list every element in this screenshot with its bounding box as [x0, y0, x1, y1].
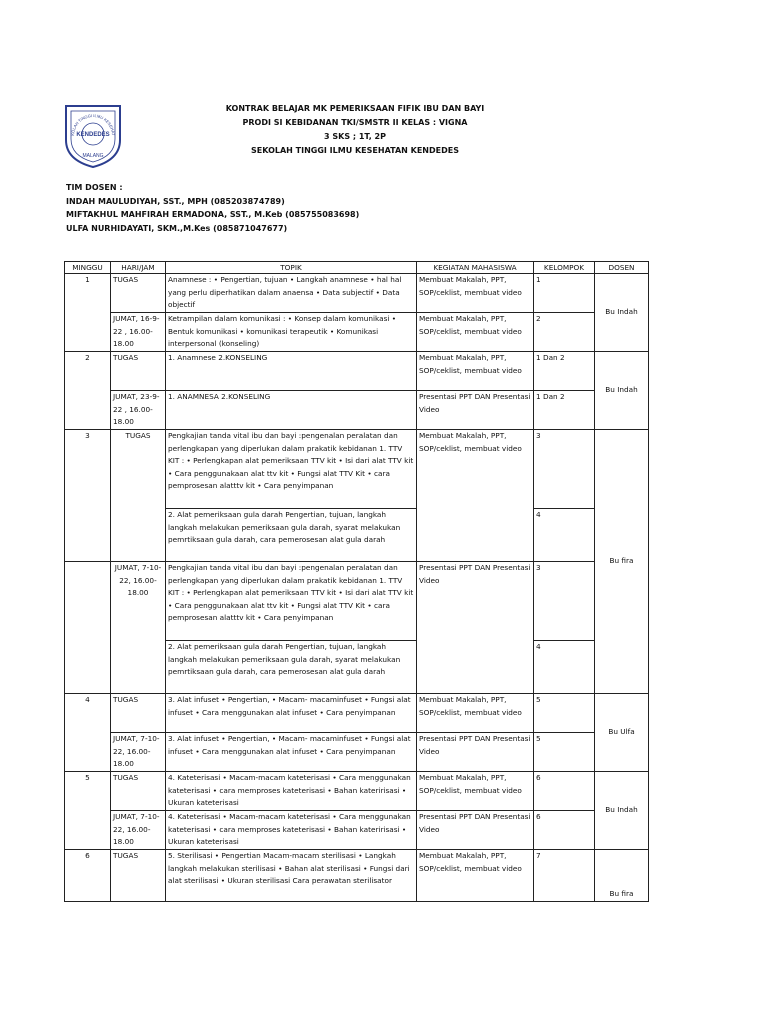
table-header-row: [65, 262, 649, 274]
learning-contract-table: [64, 261, 649, 902]
header-program: PRODI SI KEBIDANAN TKI/SMSTR II KELAS : VIGNA: [242, 118, 468, 127]
cell-kelompok: 1 Dan 2: [534, 391, 595, 430]
cell-minggu: 2: [65, 352, 111, 430]
logo-text-top: KOLAH TINGGI ILMU KESEHAT: [69, 112, 117, 136]
cell-kegiatan: Membuat Makalah, PPT, SOP/ceklist, membuat video: [417, 274, 534, 313]
cell-topik: Ketrampilan dalam komunikasi : • Konsep dalam komunikasi • Bentuk komunikasi • komunikasi terapeutik • Komunikasi interpersonal (konseling): [166, 313, 417, 352]
cell-kelompok: 4: [534, 641, 595, 694]
cell-hari: JUMAT, 7-10-22, 16.00-18.00: [111, 811, 166, 850]
team-member: ULFA NURHIDAYATI, SKM.,M.Kes (085871047677): [66, 223, 288, 233]
table-row: [65, 562, 649, 641]
cell-kelompok: 3: [534, 430, 595, 509]
cell-kelompok: 1 Dan 2: [534, 352, 595, 391]
cell-topik: Pengkajian tanda vital ibu dan bayi :pengenalan peralatan dan perlengkapan yang diperlukan dalam prakatik kebidanan 1. TTV KIT : • Perlengkapan alat pemeriksaan TTV kit • Isi dari alat TTV kit • Cara penggunakaan alat ttv kit • Fungsi alat TTV Kit • cara pemprosesan alatttv kit • Cara penyimpanan: [166, 562, 417, 641]
cell-kegiatan: Membuat Makalah, PPT, SOP/ceklist, membuat video: [417, 352, 534, 391]
cell-topik: 4. Kateterisasi • Macam-macam kateterisasi • Cara menggunakan kateterisasi • cara memproses kateterisasi • Bahan kateririsasi • Ukuran kateterisasi: [166, 811, 417, 850]
cell-hari: TUGAS: [111, 274, 166, 313]
table-row: [65, 694, 649, 733]
table-row: [65, 733, 649, 772]
cell-kelompok: 7: [534, 850, 595, 902]
table-row: [65, 430, 649, 509]
cell-topik: Anamnese : • Pengertian, tujuan • Langkah anamnese • hal hal yang perlu diperhatikan dalam anaensa • Data subjectif • Data objectif: [166, 274, 417, 313]
cell-topik: 1. ANAMNESA 2.KONSELING: [166, 391, 417, 430]
cell-topik: 1. Anamnese 2.KONSELING: [166, 352, 417, 391]
table-row: [65, 352, 649, 391]
cell-minggu-empty: [65, 562, 111, 694]
cell-hari: TUGAS: [111, 352, 166, 391]
lecturer-team: [66, 181, 359, 235]
table-row: [65, 811, 649, 850]
cell-kegiatan: Membuat Makalah, PPT, SOP/ceklist, membuat video: [417, 694, 534, 733]
cell-kelompok: 5: [534, 733, 595, 772]
cell-hari: TUGAS: [111, 694, 166, 733]
header-school: SEKOLAH TINGGI ILMU KESEHATAN KENDEDES: [251, 146, 459, 155]
cell-kegiatan: Presentasi PPT DAN Presentasi Video: [417, 391, 534, 430]
team-member: INDAH MAULUDIYAH, SST., MPH (085203874789): [66, 196, 285, 206]
header-title: KONTRAK BELAJAR MK PEMERIKSAAN FIFIK IBU DAN BAYI: [225, 104, 485, 113]
document-header: [160, 102, 550, 158]
cell-topik: 2. Alat pemeriksaan gula darah Pengertian, tujuan, langkah langkah melakukan pemeriksaan gula darah, syarat melakukan pemrtiksaan gula darah, cara pemerosesan alat gula darah: [166, 509, 417, 562]
cell-hari: JUMAT, 23-9-22 , 16.00-18.00: [111, 391, 166, 430]
cell-topik: 3. Alat infuset • Pengertian, • Macam- macaminfuset • Fungsi alat infuset • Cara menggunakan alat infuset • Cara penyimpanan: [166, 694, 417, 733]
cell-kegiatan: Membuat Makalah, PPT, SOP/ceklist, membuat video: [417, 850, 534, 902]
cell-kelompok: 4: [534, 509, 595, 562]
header-minggu: MINGGU: [65, 262, 111, 274]
school-logo: [62, 100, 124, 170]
cell-hari: JUMAT, 7-10-22, 16.00-18.00: [111, 562, 166, 694]
header-dosen: DOSEN: [595, 262, 649, 274]
cell-hari: TUGAS: [111, 850, 166, 902]
cell-hari: TUGAS: [111, 772, 166, 811]
table-row: [65, 391, 649, 430]
cell-dosen: Bu Indah: [595, 352, 649, 430]
cell-topik: Pengkajian tanda vital ibu dan bayi :pengenalan peralatan dan perlengkapan yang diperlukan dalam prakatik kebidanan 1. TTV KIT : • Perlengkapan alat pemeriksaan TTV kit • Isi dari alat TTV kit • Cara penggunakaan alat ttv kit • Fungsi alat TTV Kit • cara pemprosesan alatttv kit • Cara penyimpanan: [166, 430, 417, 509]
cell-kelompok: 2: [534, 313, 595, 352]
cell-dosen: Bu fira: [595, 430, 649, 694]
cell-kegiatan: Presentasi PPT DAN Presentasi Video: [417, 811, 534, 850]
cell-minggu: 4: [65, 694, 111, 772]
cell-kegiatan: Presentasi PPT DAN Presentasi Video: [417, 562, 534, 694]
cell-hari: JUMAT, 16-9-22 , 16.00-18.00: [111, 313, 166, 352]
cell-topik: 3. Alat infuset • Pengertian, • Macam- macaminfuset • Fungsi alat infuset • Cara menggunakan alat infuset • Cara penyimpanan: [166, 733, 417, 772]
table-row: [65, 850, 649, 902]
cell-hari: TUGAS: [111, 430, 166, 562]
cell-kegiatan: Presentasi PPT DAN Presentasi Video: [417, 733, 534, 772]
cell-kegiatan: Membuat Makalah, PPT, SOP/ceklist, membuat video: [417, 772, 534, 811]
cell-topik: 2. Alat pemeriksaan gula darah Pengertian, tujuan, langkah langkah melakukan pemeriksaan gula darah, syarat melakukan pemrtiksaan gula darah, cara pemerosesan alat gula darah: [166, 641, 417, 694]
cell-minggu: 1: [65, 274, 111, 352]
cell-minggu: 5: [65, 772, 111, 850]
table-row: [65, 313, 649, 352]
cell-kegiatan: Membuat Makalah, PPT, SOP/ceklist, membuat video: [417, 313, 534, 352]
table-row: [65, 274, 649, 313]
cell-kegiatan: Membuat Makalah, PPT, SOP/ceklist, membuat video: [417, 430, 534, 562]
cell-kelompok: 6: [534, 772, 595, 811]
cell-kelompok: 5: [534, 694, 595, 733]
header-credits: 3 SKS ; 1T, 2P: [324, 132, 386, 141]
cell-dosen: Bu fira: [595, 850, 649, 902]
logo-text-center: KENDEDES: [76, 132, 110, 138]
cell-kelompok: 6: [534, 811, 595, 850]
logo-text-bottom: MALANG: [82, 153, 104, 159]
header-topik: TOPIK: [166, 262, 417, 274]
cell-minggu: 6: [65, 850, 111, 902]
cell-dosen: Bu Indah: [595, 772, 649, 850]
cell-topik: 5. Sterilisasi • Pengertian Macam-macam sterilisasi • Langkah langkah melakukan sterilisasi • Bahan alat sterilisasi • Fungsi dari alat sterilisasi • Ukuran sterilisasi Cara perawatan sterilisator: [166, 850, 417, 902]
header-kegiatan: KEGIATAN MAHASISWA: [417, 262, 534, 274]
cell-kelompok: 3: [534, 562, 595, 641]
team-label: TIM DOSEN :: [66, 183, 123, 192]
cell-minggu: 3: [65, 430, 111, 562]
table-row: [65, 772, 649, 811]
header-kelompok: KELOMPOK: [534, 262, 595, 274]
cell-kelompok: 1: [534, 274, 595, 313]
cell-topik: 4. Kateterisasi • Macam-macam kateterisasi • Cara menggunakan kateterisasi • cara memproses kateterisasi • Bahan kateririsasi • Ukuran kateterisasi: [166, 772, 417, 811]
cell-dosen: Bu Indah: [595, 274, 649, 352]
cell-dosen: Bu Ulfa: [595, 694, 649, 772]
cell-hari: JUMAT, 7-10-22, 16.00-18.00: [111, 733, 166, 772]
page-bottom-margin: [0, 903, 768, 1024]
team-member: MIFTAKHUL MAHFIRAH ERMADONA, SST., M.Keb (085755083698): [66, 210, 360, 219]
header-hari-jam: HARI/JAM: [111, 262, 166, 274]
